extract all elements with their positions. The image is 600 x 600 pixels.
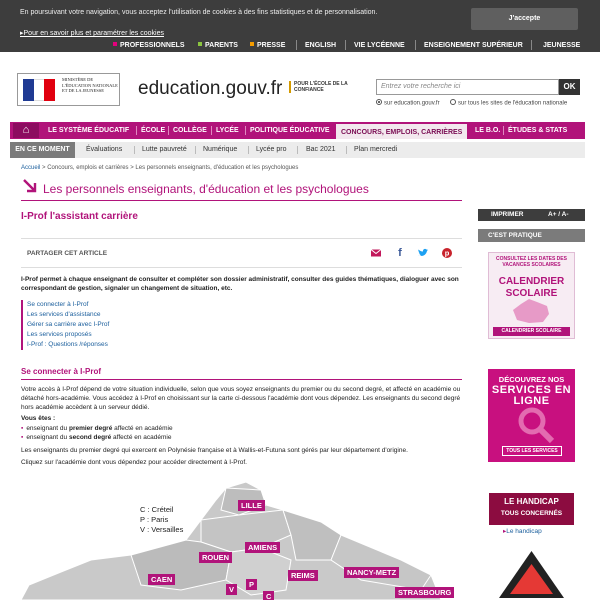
map-label-paris[interactable]: P	[246, 579, 257, 590]
section-heading: Se connecter à I-Prof	[21, 367, 102, 376]
subnav-item[interactable]: Plan mercredi	[354, 146, 398, 153]
subnav-item[interactable]: Évaluations	[86, 146, 123, 153]
page-tools	[478, 209, 585, 221]
list-item	[21, 425, 173, 432]
list-item-text: affecté en académie	[112, 425, 173, 432]
handicap-link[interactable]: ▸ Le handicap	[503, 527, 542, 535]
list-item-text: affecté en académie	[111, 434, 172, 441]
map-label-amiens[interactable]: AMIENS	[245, 542, 280, 553]
top-navigation	[0, 38, 600, 52]
topnav-parents[interactable]	[198, 41, 238, 50]
topnav-jeunesse[interactable]: JEUNESSE	[543, 42, 581, 49]
sub-navigation	[10, 142, 585, 158]
email-icon[interactable]	[370, 247, 382, 259]
subnav-item[interactable]: Numérique	[203, 146, 238, 153]
radio-selected-icon	[376, 99, 382, 105]
square-icon	[250, 42, 254, 46]
divider	[21, 200, 462, 201]
cookie-message: En poursuivant votre navigation, vous acceptez l'utilisation de cookies à des fins statistiques et de personnalisation.	[20, 9, 378, 16]
toc-link[interactable]: I-Prof : Questions /réponses	[27, 341, 108, 348]
breadcrumb: Accueil > Concours, emplois et carrières > Les personnels enseignants, d'éducation et les psychologues	[21, 165, 299, 171]
paragraph: Votre accès à I-Prof dépend de votre situation individuelle, selon que vous soyez enseignants du premier ou du second degré, et affecté en académie ou détaché hors-académie. Vous accédez à I-Prof en choisissant sur la carte ci-dessous l'académie dont vous dépendez. Les enseignants du second degré hors académie accèdent à un serveur dédié.	[21, 386, 461, 411]
magnifier-icon	[516, 405, 556, 445]
divider	[296, 40, 297, 50]
handicap-promo[interactable]	[489, 493, 574, 525]
map-label-creteil[interactable]: C	[263, 591, 274, 600]
nav-systeme-educatif[interactable]: LE SYSTÈME ÉDUCATIF	[48, 127, 130, 134]
topnav-vie-lyceenne[interactable]: VIE LYCÉENNE	[354, 42, 405, 49]
cest-pratique-heading: C'EST PRATIQUE	[478, 229, 585, 242]
calendrier-scolaire-promo[interactable]	[488, 252, 575, 339]
nav-lycee[interactable]: LYCÉE	[216, 127, 239, 134]
topnav-enseignement-superieur[interactable]: ENSEIGNEMENT SUPÉRIEUR	[424, 42, 523, 49]
cookie-banner	[0, 0, 600, 38]
table-of-contents	[21, 300, 141, 350]
nav-politique-educative[interactable]: POLITIQUE ÉDUCATIVE	[250, 127, 330, 134]
subnav-item[interactable]: Lutte pauvreté	[142, 146, 187, 153]
nav-college[interactable]: COLLÈGE	[173, 127, 207, 134]
map-label-nancy-metz[interactable]: NANCY-METZ	[344, 567, 399, 578]
toc-link[interactable]: Les services d'assistance	[27, 311, 101, 318]
divider	[21, 379, 462, 380]
article-intro: I-Prof permet à chaque enseignant de consulter et compléter son dossier administratif, consulter des guides thématiques, dialoguer avec son correspondant de gestion, signaler un changement de situation, etc.	[21, 276, 459, 292]
list-item-text: enseignant du	[26, 434, 69, 441]
twitter-icon[interactable]	[417, 247, 429, 259]
breadcrumb-home[interactable]: Accueil	[21, 165, 41, 171]
toc-link[interactable]: Gérer sa carrière avec I-Prof	[27, 321, 110, 328]
topnav-label: PRESSE	[257, 42, 286, 49]
list-item	[21, 434, 171, 441]
map-label-versailles[interactable]: V	[226, 584, 237, 595]
radio-label: sur tous les sites de l'éducation nationale	[458, 100, 568, 107]
radio-all-sites[interactable]	[450, 100, 567, 107]
main-navigation	[10, 122, 585, 139]
promo-subtitle: TOUS CONCERNÉS	[500, 510, 563, 517]
toc-link[interactable]: Les services proposés	[27, 331, 92, 338]
print-button[interactable]: IMPRIMER	[491, 211, 524, 218]
promo-button[interactable]: CALENDRIER SCOLAIRE	[493, 327, 570, 336]
list-item-emphasis[interactable]: second degré	[68, 434, 112, 441]
share-bar	[21, 238, 462, 268]
ministry-logo[interactable]	[17, 73, 120, 106]
divider	[345, 40, 346, 50]
radio-label: sur education.gouv.fr	[384, 100, 440, 107]
breadcrumb-level2: Les personnels enseignants, d'éducation et les psychologues	[135, 165, 299, 171]
arrow-down-right-icon	[22, 178, 38, 194]
svg-text:p: p	[444, 248, 450, 258]
topnav-presse[interactable]	[250, 41, 285, 50]
french-flag-icon	[23, 79, 55, 101]
nav-concours-emplois-carrieres[interactable]: CONCOURS, EMPLOIS, CARRIÈRES	[336, 122, 467, 139]
facebook-icon[interactable]: f	[398, 247, 402, 259]
list-item-emphasis[interactable]: premier degré	[68, 425, 113, 432]
topnav-label: PARENTS	[205, 42, 238, 49]
promo-button[interactable]: TOUS LES SERVICES	[502, 446, 562, 456]
toc-link[interactable]: Se connecter à I-Prof	[27, 301, 89, 308]
font-size-button[interactable]: A+ / A-	[548, 211, 569, 218]
nav-etudes-stats[interactable]: ÉTUDES & STATS	[508, 127, 568, 134]
search-button[interactable]: OK	[559, 79, 580, 95]
legend-item: V : Versailles	[140, 525, 184, 534]
page-title: I-Prof l'assistant carrière	[21, 211, 138, 222]
cookie-accept-button[interactable]: J'accepte	[471, 8, 578, 30]
topnav-english[interactable]: ENGLISH	[305, 42, 337, 49]
academies-map	[21, 480, 462, 600]
site-name[interactable]: education.gouv.fr	[138, 78, 283, 99]
legend-item: P : Paris	[140, 515, 169, 524]
france-map-icon	[511, 298, 551, 324]
radio-icon	[450, 99, 456, 105]
breadcrumb-level1[interactable]: Concours, emplois et carrières	[47, 165, 129, 171]
square-icon	[198, 42, 202, 46]
list-item-text: enseignant du	[26, 425, 69, 432]
map-label-reims[interactable]: REIMS	[288, 570, 318, 581]
search-input[interactable]: Entrez votre recherche ici	[376, 79, 559, 95]
services-en-ligne-promo[interactable]	[488, 369, 575, 462]
divider	[531, 40, 532, 50]
subnav-item[interactable]: Lycée pro	[256, 146, 287, 153]
promo-subtitle: DÉCOUVREZ NOS	[498, 375, 565, 384]
home-icon[interactable]: ⌂	[13, 123, 39, 138]
warning-triangle-icon[interactable]	[496, 548, 567, 600]
topnav-label: PROFESSIONNELS	[120, 42, 185, 49]
tagline: POUR L'ÉCOLE DE LA CONFIANCE	[289, 81, 369, 93]
section-title: Les personnels enseignants, d'éducation et les psychologues	[43, 182, 369, 196]
nav-ecole[interactable]: ÉCOLE	[141, 127, 166, 134]
divider	[415, 40, 416, 50]
promo-title: CALENDRIER SCOLAIRE	[498, 276, 565, 299]
cookie-more-link[interactable]: ▸ Pour en savoir plus et paramétrer les cookies	[20, 29, 164, 37]
radio-site[interactable]	[376, 100, 440, 107]
square-icon	[113, 42, 117, 46]
topnav-professionnels[interactable]	[113, 41, 185, 50]
legend-item: C : Créteil	[140, 505, 174, 514]
promo-title: SERVICES EN LIGNE	[491, 384, 572, 407]
pinterest-icon[interactable]	[441, 247, 453, 259]
map-label-lille[interactable]: LILLE	[238, 500, 265, 511]
promo-subtitle: CONSULTEZ LES DATES DES VACANCES SCOLAIRES	[496, 256, 567, 268]
map-legend	[140, 505, 183, 535]
nav-bo[interactable]: LE B.O.	[475, 127, 501, 134]
en-ce-moment-label: EN CE MOMENT	[10, 142, 75, 158]
map-label-strasbourg[interactable]: STRASBOURG	[395, 587, 454, 598]
paragraph: Les enseignants du premier degré qui exercent en Polynésie française et à Wallis-et-Futuna sont gérés par leur département d'origine.	[21, 447, 408, 454]
promo-title: LE HANDICAP	[504, 497, 559, 506]
map-label-rouen[interactable]: ROUEN	[199, 552, 232, 563]
ministry-logo-text: MINISTÈRE DE L'ÉDUCATION NATIONALE ET DE LA JEUNESSE	[62, 77, 118, 93]
vous-etes-label: Vous êtes :	[21, 415, 56, 422]
subnav-item[interactable]: Bac 2021	[306, 146, 336, 153]
paragraph: Cliquez sur l'académie dont vous dépendez pour accéder directement à I-Prof.	[21, 459, 247, 466]
map-label-caen[interactable]: CAEN	[148, 574, 175, 585]
share-label: PARTAGER CET ARTICLE	[27, 250, 108, 257]
